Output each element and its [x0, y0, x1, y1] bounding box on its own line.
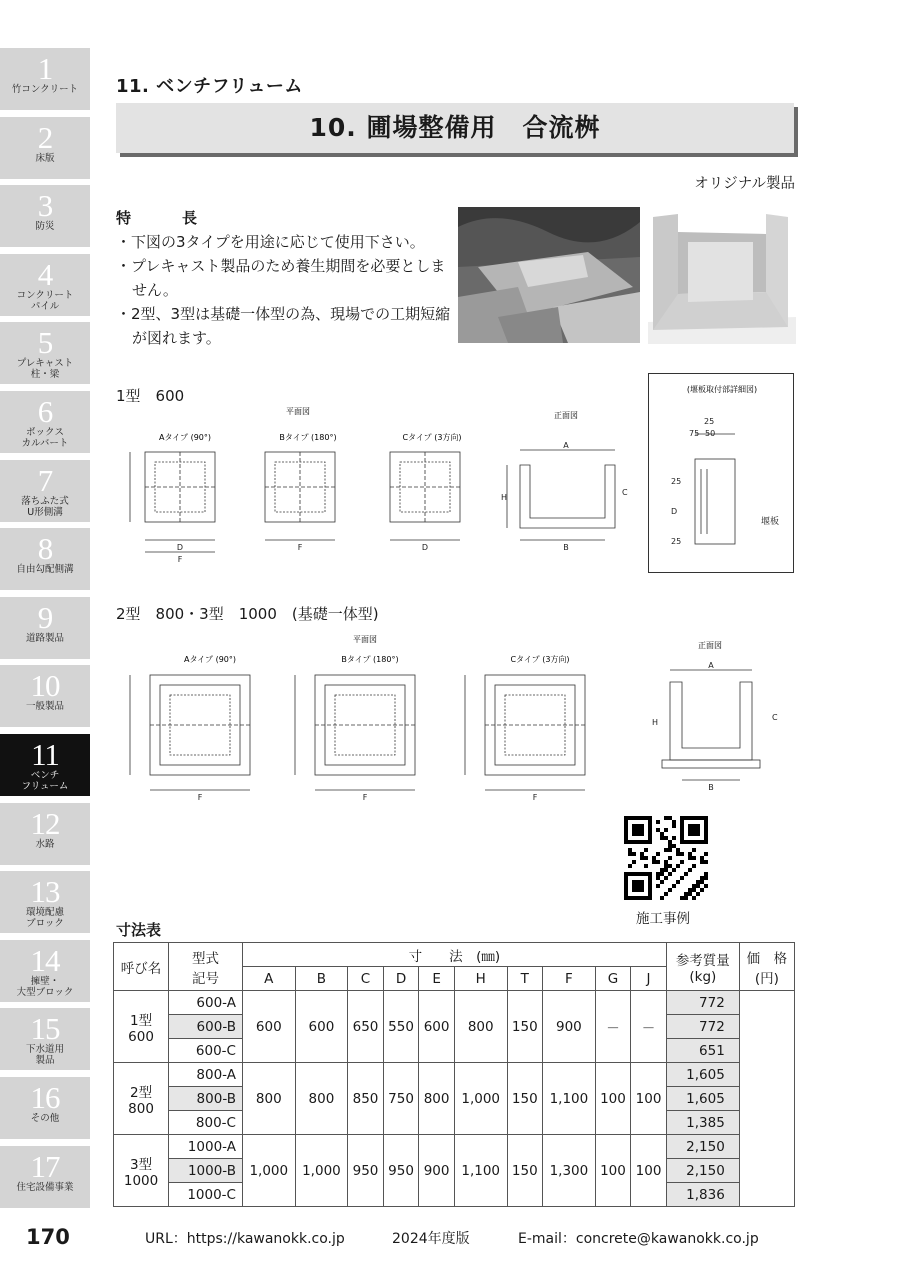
chapter-tab-label: 水路 [35, 838, 55, 850]
dim-value: 1,100 [543, 1063, 596, 1135]
b-type-label: Bタイプ (180°) [279, 433, 337, 442]
chapter-tab-16[interactable] [0, 1077, 90, 1139]
group-name: 2型 800 [114, 1063, 169, 1135]
svg-text:A: A [563, 441, 569, 450]
footer [0, 1222, 905, 1252]
feature-item: ・下図の3タイプを用途に応じて使用下さい。 [116, 233, 425, 251]
chapter-tab-number: 3 [37, 188, 53, 224]
chapter-tab-number: 5 [37, 325, 53, 361]
header-model: 型式 記号 [169, 943, 243, 991]
chapter-tab-10[interactable] [0, 665, 90, 727]
chapter-tab-label: ボックス カルバート [21, 427, 69, 449]
mass-value: 2,150 [666, 1159, 739, 1183]
dim-value: 900 [543, 991, 596, 1063]
front-view-label-2: 正面図 [698, 641, 722, 650]
chapter-tab-label: 環境配慮 ブロック [25, 907, 64, 930]
model-code: 600-C [169, 1039, 243, 1063]
chapter-tab-number: 8 [37, 531, 53, 567]
dim-value: 1,000 [454, 1063, 507, 1135]
chapter-tab-number: 10 [30, 668, 60, 704]
svg-text:F: F [362, 793, 368, 802]
dim-value: 800 [419, 1063, 455, 1135]
chapter-tab-number: 9 [37, 599, 53, 635]
b-type-label-2: Bタイプ (180°) [341, 655, 399, 664]
chapter-tab-number: 2 [37, 119, 53, 155]
chapter-tab-number: 15 [30, 1011, 60, 1047]
table-row [114, 1063, 795, 1087]
dim-value: 600 [295, 991, 348, 1063]
dim-value: 150 [507, 1063, 543, 1135]
detail-dim-d: D [671, 507, 678, 516]
chapter-tab-label: 竹コンクリート [11, 84, 79, 95]
detail-dim-25: 25 [704, 417, 715, 426]
c-type-label-2: Cタイプ (3方向) [510, 655, 570, 664]
a-type-label: Aタイプ (90°) [158, 433, 212, 442]
features-list [116, 230, 451, 350]
model-code: 600-A [169, 991, 243, 1015]
weir-board-label: 堰板 [761, 517, 780, 527]
dim-value: 1,000 [295, 1135, 348, 1207]
type23-label: 2型 800・3型 1000 (基礎一体型) [116, 605, 379, 623]
type23-drawings [100, 630, 780, 810]
page-number: 170 [26, 1225, 70, 1249]
chapter-tab-2[interactable] [0, 117, 90, 179]
header-col-C: C [348, 967, 384, 991]
chapter-tab-4[interactable] [0, 254, 90, 316]
dim-value: 950 [383, 1135, 419, 1207]
chapter-tab-number: 14 [30, 942, 60, 978]
detail-title: (堰板取付部詳細図) [686, 385, 758, 394]
dim-value: 800 [454, 991, 507, 1063]
footer-email[interactable]: E-mail：concrete@kawanokk.co.jp [518, 1231, 759, 1247]
chapter-tab-label: 防災 [35, 221, 55, 233]
page-title-bar [116, 103, 794, 153]
header-mass: 参考質量 (kg) [666, 943, 739, 991]
type1-label: 1型 600 [116, 387, 185, 405]
header-col-J: J [631, 967, 667, 991]
mass-value: 1,605 [666, 1063, 739, 1087]
chapter-tab-label: 下水道用 製品 [25, 1044, 64, 1067]
dim-value: 1,000 [242, 1135, 295, 1207]
a-type-label-2: Aタイプ (90°) [183, 655, 237, 664]
dim-value: 550 [383, 991, 419, 1063]
chapter-tab-label: プレキャスト 柱・梁 [16, 358, 74, 381]
model-code: 800-A [169, 1063, 243, 1087]
group-name: 3型 1000 [114, 1135, 169, 1207]
dim-value: 100 [631, 1135, 667, 1207]
table-row [114, 1135, 795, 1159]
footer-edition: 2024年度版 [392, 1231, 470, 1247]
chapter-tab-14[interactable] [0, 940, 90, 1002]
svg-text:F: F [177, 555, 183, 564]
header-col-B: B [295, 967, 348, 991]
chapter-tab-label: ベンチ フリューム [21, 770, 69, 792]
svg-text:B: B [563, 543, 569, 552]
header-dimensions: 寸 法 (㎜) [242, 943, 666, 967]
front-view-label: 正面図 [554, 411, 578, 420]
svg-text:F: F [297, 543, 303, 552]
chapter-tab-number: 4 [37, 256, 53, 292]
chapter-tab-number: 1 [37, 51, 53, 86]
svg-text:F: F [197, 793, 203, 802]
chapter-tab-number: 11 [31, 737, 59, 772]
header-col-H: H [454, 967, 507, 991]
detail-dim-25c: 25 [671, 537, 682, 546]
chapter-tab-6[interactable] [0, 391, 90, 453]
detail-dim-75: 75 [689, 429, 700, 438]
c-type-label: Cタイプ (3方向) [402, 433, 462, 442]
dim-value: 800 [295, 1063, 348, 1135]
chapter-tab-15[interactable] [0, 1008, 90, 1070]
chapter-tab-number: 6 [37, 394, 53, 429]
original-product-label: オリジナル製品 [694, 176, 795, 192]
chapter-tab-12[interactable] [0, 803, 90, 865]
weir-detail-drawing [648, 373, 794, 573]
chapter-tab-11[interactable] [0, 734, 90, 796]
dim-value: 150 [507, 1135, 543, 1207]
chapter-tab-label: 住宅設備事業 [16, 1181, 74, 1193]
model-code: 1000-B [169, 1159, 243, 1183]
dim-value: 800 [242, 1063, 295, 1135]
dim-value: 650 [348, 991, 384, 1063]
chapter-tab-label: 一般製品 [25, 701, 64, 713]
dim-value: 100 [595, 1063, 631, 1135]
chapter-tab-3[interactable] [0, 185, 90, 247]
dim-value: 950 [348, 1135, 384, 1207]
chapter-tab-label: 自由勾配側溝 [16, 564, 74, 576]
svg-text:B: B [708, 783, 714, 792]
svg-text:H: H [652, 718, 659, 727]
chapter-tab-label: 道路製品 [25, 632, 64, 644]
chapter-tab-13[interactable] [0, 871, 90, 933]
plan-view-label: 平面図 [286, 407, 310, 416]
svg-text:D: D [421, 543, 429, 552]
type1-drawings [100, 400, 630, 570]
header-col-D: D [383, 967, 419, 991]
dim-value: 1,100 [454, 1135, 507, 1207]
dim-value: 1,300 [543, 1135, 596, 1207]
header-price: 価 格 (円) [739, 943, 794, 991]
mass-value: 772 [666, 1015, 739, 1039]
chapter-tab-number: 16 [30, 1080, 60, 1115]
mass-value: 2,150 [666, 1135, 739, 1159]
qr-code[interactable] [624, 816, 708, 900]
svg-text:F: F [532, 793, 538, 802]
dim-value: 100 [595, 1135, 631, 1207]
svg-text:C: C [772, 713, 778, 722]
footer-url[interactable]: URL：https://kawanokk.co.jp [145, 1231, 345, 1247]
detail-dim-50: 50 [705, 429, 716, 438]
product-photo [648, 212, 796, 344]
model-code: 1000-A [169, 1135, 243, 1159]
svg-text:C: C [622, 488, 628, 497]
mass-value: 1,836 [666, 1183, 739, 1207]
feature-item: ・プレキャスト製品のため養生期間を必要としません。 [116, 257, 446, 299]
header-col-A: A [242, 967, 295, 991]
dim-value: 600 [242, 991, 295, 1063]
page-title: 10. 圃場整備用 合流桝 [309, 113, 601, 142]
chapter-tab-label: 落ちふた式 U形側溝 [21, 495, 69, 518]
header-col-G: G [595, 967, 631, 991]
dim-value: － [595, 991, 631, 1063]
svg-text:H: H [501, 493, 508, 502]
chapter-tab-number: 13 [30, 874, 60, 910]
model-code: 800-C [169, 1111, 243, 1135]
model-code: 800-B [169, 1087, 243, 1111]
dimension-table [113, 942, 795, 1207]
dim-value: 100 [631, 1063, 667, 1135]
dim-value: 850 [348, 1063, 384, 1135]
dim-value: 600 [419, 991, 455, 1063]
chapter-tab-label: その他 [30, 1113, 60, 1124]
dim-value: － [631, 991, 667, 1063]
feature-item: ・2型、3型は基礎一体型の為、現場での工期短縮が図れます。 [116, 305, 451, 347]
svg-text:A: A [708, 661, 714, 670]
mass-value: 651 [666, 1039, 739, 1063]
chapter-tab-number: 7 [37, 462, 53, 498]
mass-value: 1,605 [666, 1087, 739, 1111]
section-title: 11. ベンチフリューム [116, 76, 303, 97]
chapter-tab-label: 擁壁・ 大型ブロック [16, 975, 74, 998]
table-row [114, 991, 795, 1015]
plan-view-label-2: 平面図 [353, 635, 377, 644]
chapter-tab-7[interactable] [0, 460, 90, 522]
header-col-E: E [419, 967, 455, 991]
header-col-T: T [507, 967, 543, 991]
chapter-tab-label: 床版 [35, 152, 55, 164]
header-name: 呼び名 [114, 943, 169, 991]
chapter-tab-number: 17 [30, 1148, 60, 1184]
chapter-tab-number: 12 [30, 805, 60, 841]
site-photo [458, 207, 640, 343]
dim-value: 900 [419, 1135, 455, 1207]
chapter-tab-5[interactable] [0, 322, 90, 384]
chapter-tab-8[interactable] [0, 528, 90, 590]
group-name: 1型 600 [114, 991, 169, 1063]
model-code: 1000-C [169, 1183, 243, 1207]
price-value [739, 991, 794, 1207]
chapter-tab-label: コンクリート パイル [16, 289, 74, 312]
table-heading: 寸法表 [116, 921, 162, 939]
features-heading: 特 長 [116, 209, 216, 227]
mass-value: 1,385 [666, 1111, 739, 1135]
dim-value: 150 [507, 991, 543, 1063]
chapter-tab-9[interactable] [0, 597, 90, 659]
mass-value: 772 [666, 991, 739, 1015]
header-col-F: F [543, 967, 596, 991]
svg-text:D: D [176, 543, 184, 552]
detail-dim-25b: 25 [671, 477, 682, 486]
chapter-tab-17[interactable] [0, 1146, 90, 1208]
dim-value: 750 [383, 1063, 419, 1135]
qr-label: 施工事例 [636, 911, 690, 927]
model-code: 600-B [169, 1015, 243, 1039]
chapter-tab-1[interactable] [0, 48, 90, 110]
